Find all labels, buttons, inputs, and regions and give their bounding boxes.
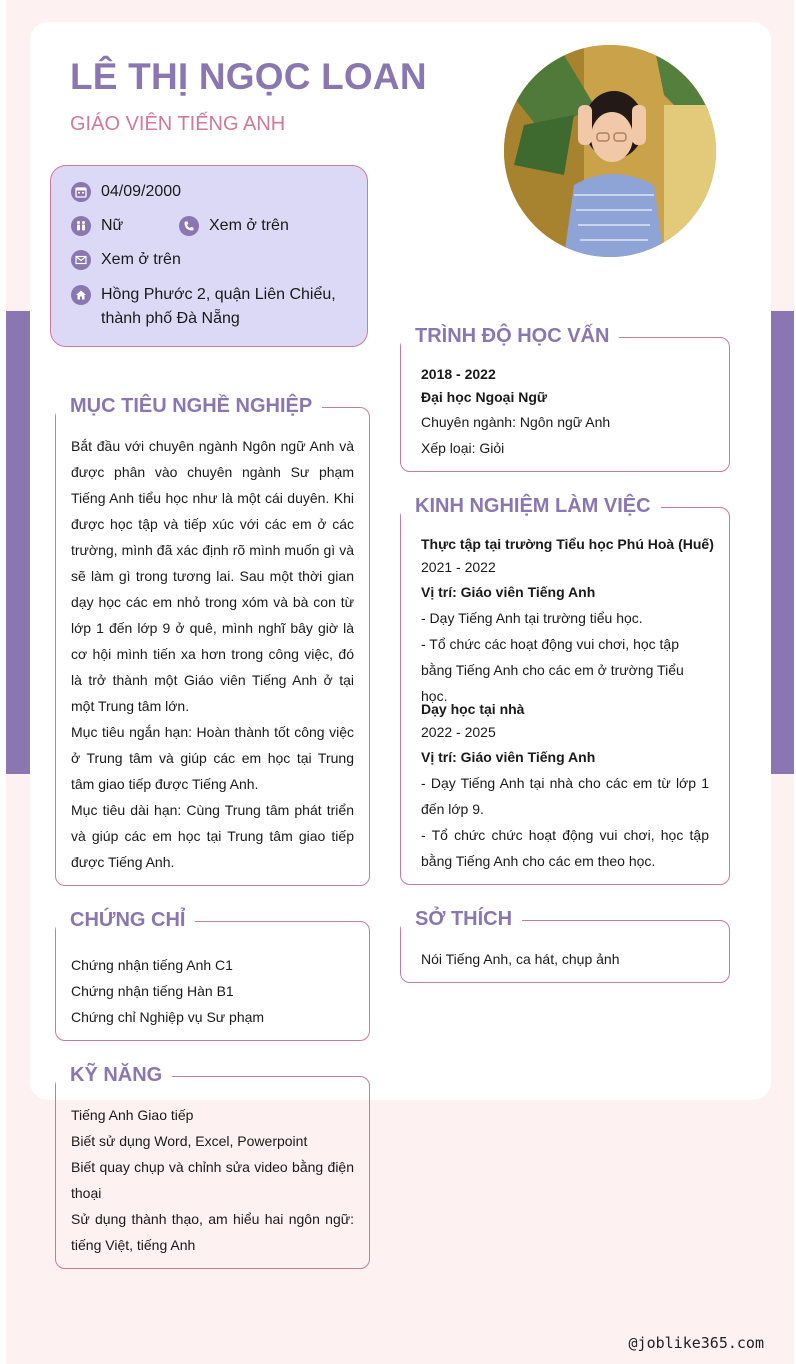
education-years: 2018 - 2022 xyxy=(421,366,496,382)
job-position: Vị trí: Giáo viên Tiếng Anh xyxy=(421,749,596,765)
candidate-role: GIÁO VIÊN TIẾNG ANH xyxy=(70,113,286,135)
certificate-item: Chứng nhận tiếng Hàn B1 xyxy=(71,983,234,999)
skill-item: Tiếng Anh Giao tiếp xyxy=(71,1107,194,1123)
phone-text: Xem ở trên xyxy=(209,217,289,234)
profile-photo xyxy=(504,45,716,257)
right-accent-band xyxy=(771,311,794,774)
calendar-icon xyxy=(71,182,91,202)
home-icon xyxy=(71,285,91,305)
skill-item: Sử dụng thành thạo, am hiểu hai ngôn ngữ: tiếng Việt, tiếng Anh xyxy=(71,1211,354,1253)
job-position: Vị trí: Giáo viên Tiếng Anh xyxy=(421,584,596,600)
birthday-text: 04/09/2000 xyxy=(101,183,182,200)
job-description: - Tổ chức các hoạt động vui chơi, học tập bằng Tiếng Anh cho các em ở trường Tiểu học. xyxy=(421,636,684,704)
phone-icon xyxy=(179,216,199,236)
skill-item: Biết quay chụp và chỉnh sửa video bằng điện thoại xyxy=(71,1159,354,1201)
job-company: Thực tập tại trường Tiểu học Phú Hoà (Huế) xyxy=(421,536,714,552)
education-title: TRÌNH ĐỘ HỌC VẤN xyxy=(401,323,619,349)
gender-icon xyxy=(71,216,91,236)
hobbies-title: SỞ THÍCH xyxy=(401,906,522,932)
job-description: - Dạy Tiếng Anh tại trường tiểu học. xyxy=(421,610,643,626)
candidate-name: LÊ THỊ NGỌC LOAN xyxy=(70,56,427,97)
objective-paragraph-3: Mục tiêu dài hạn: Cùng Trung tâm phát triển và giúp các em học tại Trung tâm giao tiếp được Tiếng Anh. xyxy=(71,802,354,870)
education-grade: Xếp loại: Giỏi xyxy=(421,440,505,456)
certificate-item: Chứng nhận tiếng Anh C1 xyxy=(71,957,233,973)
watermark-text: @joblike365.com xyxy=(628,1334,764,1352)
education-school: Đại học Ngoại Ngữ xyxy=(421,389,548,405)
certificates-title: CHỨNG CHỈ xyxy=(56,907,195,933)
email-text: Xem ở trên xyxy=(101,251,181,268)
certificate-item: Chứng chỉ Nghiệp vụ Sư phạm xyxy=(71,1009,265,1025)
job-description: - Tổ chức chức hoạt động vui chơi, học tập bằng Tiếng Anh cho các em theo học. xyxy=(421,827,709,869)
education-major: Chuyên ngành: Ngôn ngữ Anh xyxy=(421,414,611,430)
objective-title: MỤC TIÊU NGHỀ NGHIỆP xyxy=(56,393,322,419)
skills-title: KỸ NĂNG xyxy=(56,1062,172,1088)
experience-title: KINH NGHIỆM LÀM VIỆC xyxy=(401,493,661,519)
job-years: 2021 - 2022 xyxy=(421,559,496,575)
objective-paragraph-2: Mục tiêu ngắn hạn: Hoàn thành tốt công việc ở Trung tâm và giúp các em học tại Trung tâm giao tiếp được Tiếng Anh. xyxy=(71,724,354,792)
job-description: - Dạy Tiếng Anh tại nhà cho các em từ lớp 1 đến lớp 9. xyxy=(421,775,709,817)
objective-paragraph-1: Bắt đầu với chuyên ngành Ngôn ngữ Anh và được phân vào chuyên ngành Sư phạm Tiếng Anh tiểu học như là một cái duyên. Khi được học tập và tiếp xúc với các em ở các trường, mình đã xác định rõ mình muốn gì và sẽ làm gì trong tương lai. Sau một thời gian dạy học các em nhỏ trong xóm và bà con từ lớp 1 đến lớp 9 ở quê, mình nghĩ bây giờ là cơ hội mình tiến xa hơn trong công việc, đó là trở thành một Giáo viên Tiếng Anh ở tại một Trung tâm lớn. xyxy=(71,438,354,714)
left-accent-band xyxy=(6,311,30,774)
gender-text: Nữ xyxy=(101,217,124,234)
job-years: 2022 - 2025 xyxy=(421,724,496,740)
address-line-2: thành phố Đà Nẵng xyxy=(101,310,240,327)
email-icon xyxy=(71,250,91,270)
hobbies-text: Nói Tiếng Anh, ca hát, chụp ảnh xyxy=(421,951,620,967)
address-line-1: Hồng Phước 2, quận Liên Chiểu, xyxy=(101,286,336,303)
skill-item: Biết sử dụng Word, Excel, Powerpoint xyxy=(71,1133,308,1149)
job-company: Dạy học tại nhà xyxy=(421,701,525,717)
